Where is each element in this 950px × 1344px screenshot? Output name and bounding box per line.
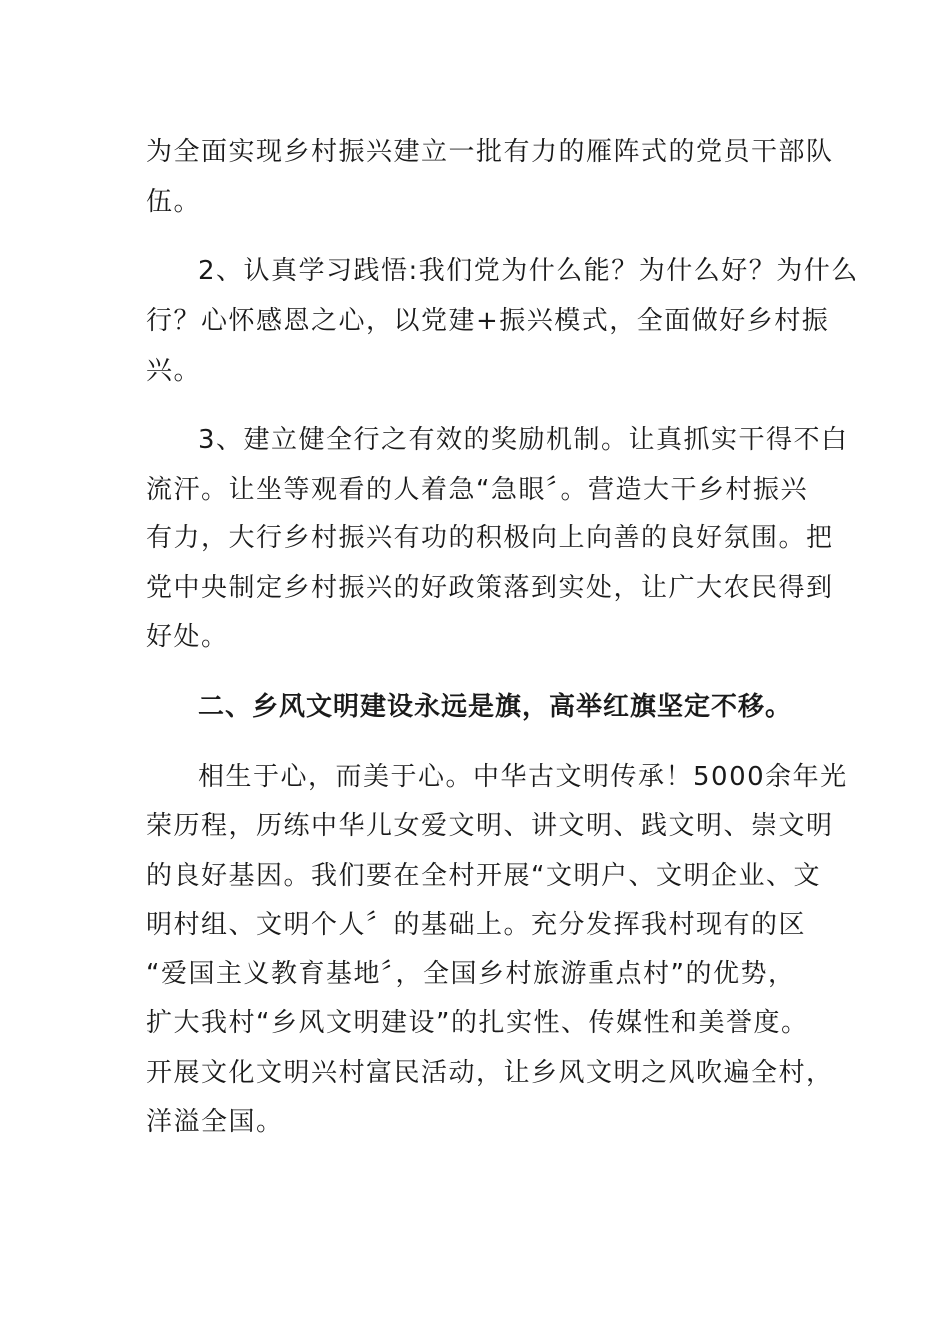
paragraph-4-line-4: 明村组、文明个人〞的基础上。充分发挥我村现有的区 — [146, 910, 807, 940]
paragraph-4-line-7: 开展文化文明兴村富民活动，让乡风文明之风吹遍全村， — [146, 1058, 834, 1088]
paragraph-2-line-3: 兴。 — [146, 356, 202, 386]
paragraph-3-line-3: 有力，大行乡村振兴有功的积极向上向善的良好氛围。把 — [146, 523, 834, 553]
paragraph-4-line-2: 荣历程，历练中华儿女爱文明、讲文明、践文明、崇文明 — [146, 811, 834, 841]
paragraph-4-line-6: 扩大我村“乡风文明建设”的扎实性、传媒性和美誉度。 — [146, 1008, 809, 1038]
paragraph-2-line-2: 行？心怀感恩之心，以党建+振兴模式，全面做好乡村振 — [146, 306, 830, 336]
paragraph-4-line-3: 的良好基因。我们要在全村开展“文明户、文明企业、文 — [146, 861, 821, 891]
paragraph-3-line-1: 3、建立健全行之有效的奖励机制。让真抓实干得不白 — [198, 425, 849, 455]
paragraph-4-line-1: 相生于心，而美于心。中华古文明传承！5000余年光 — [198, 762, 848, 792]
paragraph-3-line-4: 党中央制定乡村振兴的好政策落到实处，让广大农民得到 — [146, 573, 834, 603]
paragraph-2-line-1: 2、认真学习践悟:我们党为什么能？为什么好？为什么 — [198, 256, 859, 286]
paragraph-4-line-8: 洋溢全国。 — [146, 1107, 284, 1137]
paragraph-4-line-5: “爱国主义教育基地〞，全国乡村旅游重点村”的优势， — [146, 959, 796, 989]
paragraph-3-line-5: 好处。 — [146, 622, 229, 652]
paragraph-1-line-1: 为全面实现乡村振兴建立一批有力的雁阵式的党员干部队 — [146, 137, 834, 167]
section-heading: 二、乡风文明建设永远是旗，高举红旗坚定不移。 — [198, 692, 793, 722]
paragraph-1-line-2: 伍。 — [146, 187, 202, 217]
paragraph-3-line-2: 流汗。让坐等观看的人着急“急眼〞。营造大干乡村振兴 — [146, 475, 808, 505]
